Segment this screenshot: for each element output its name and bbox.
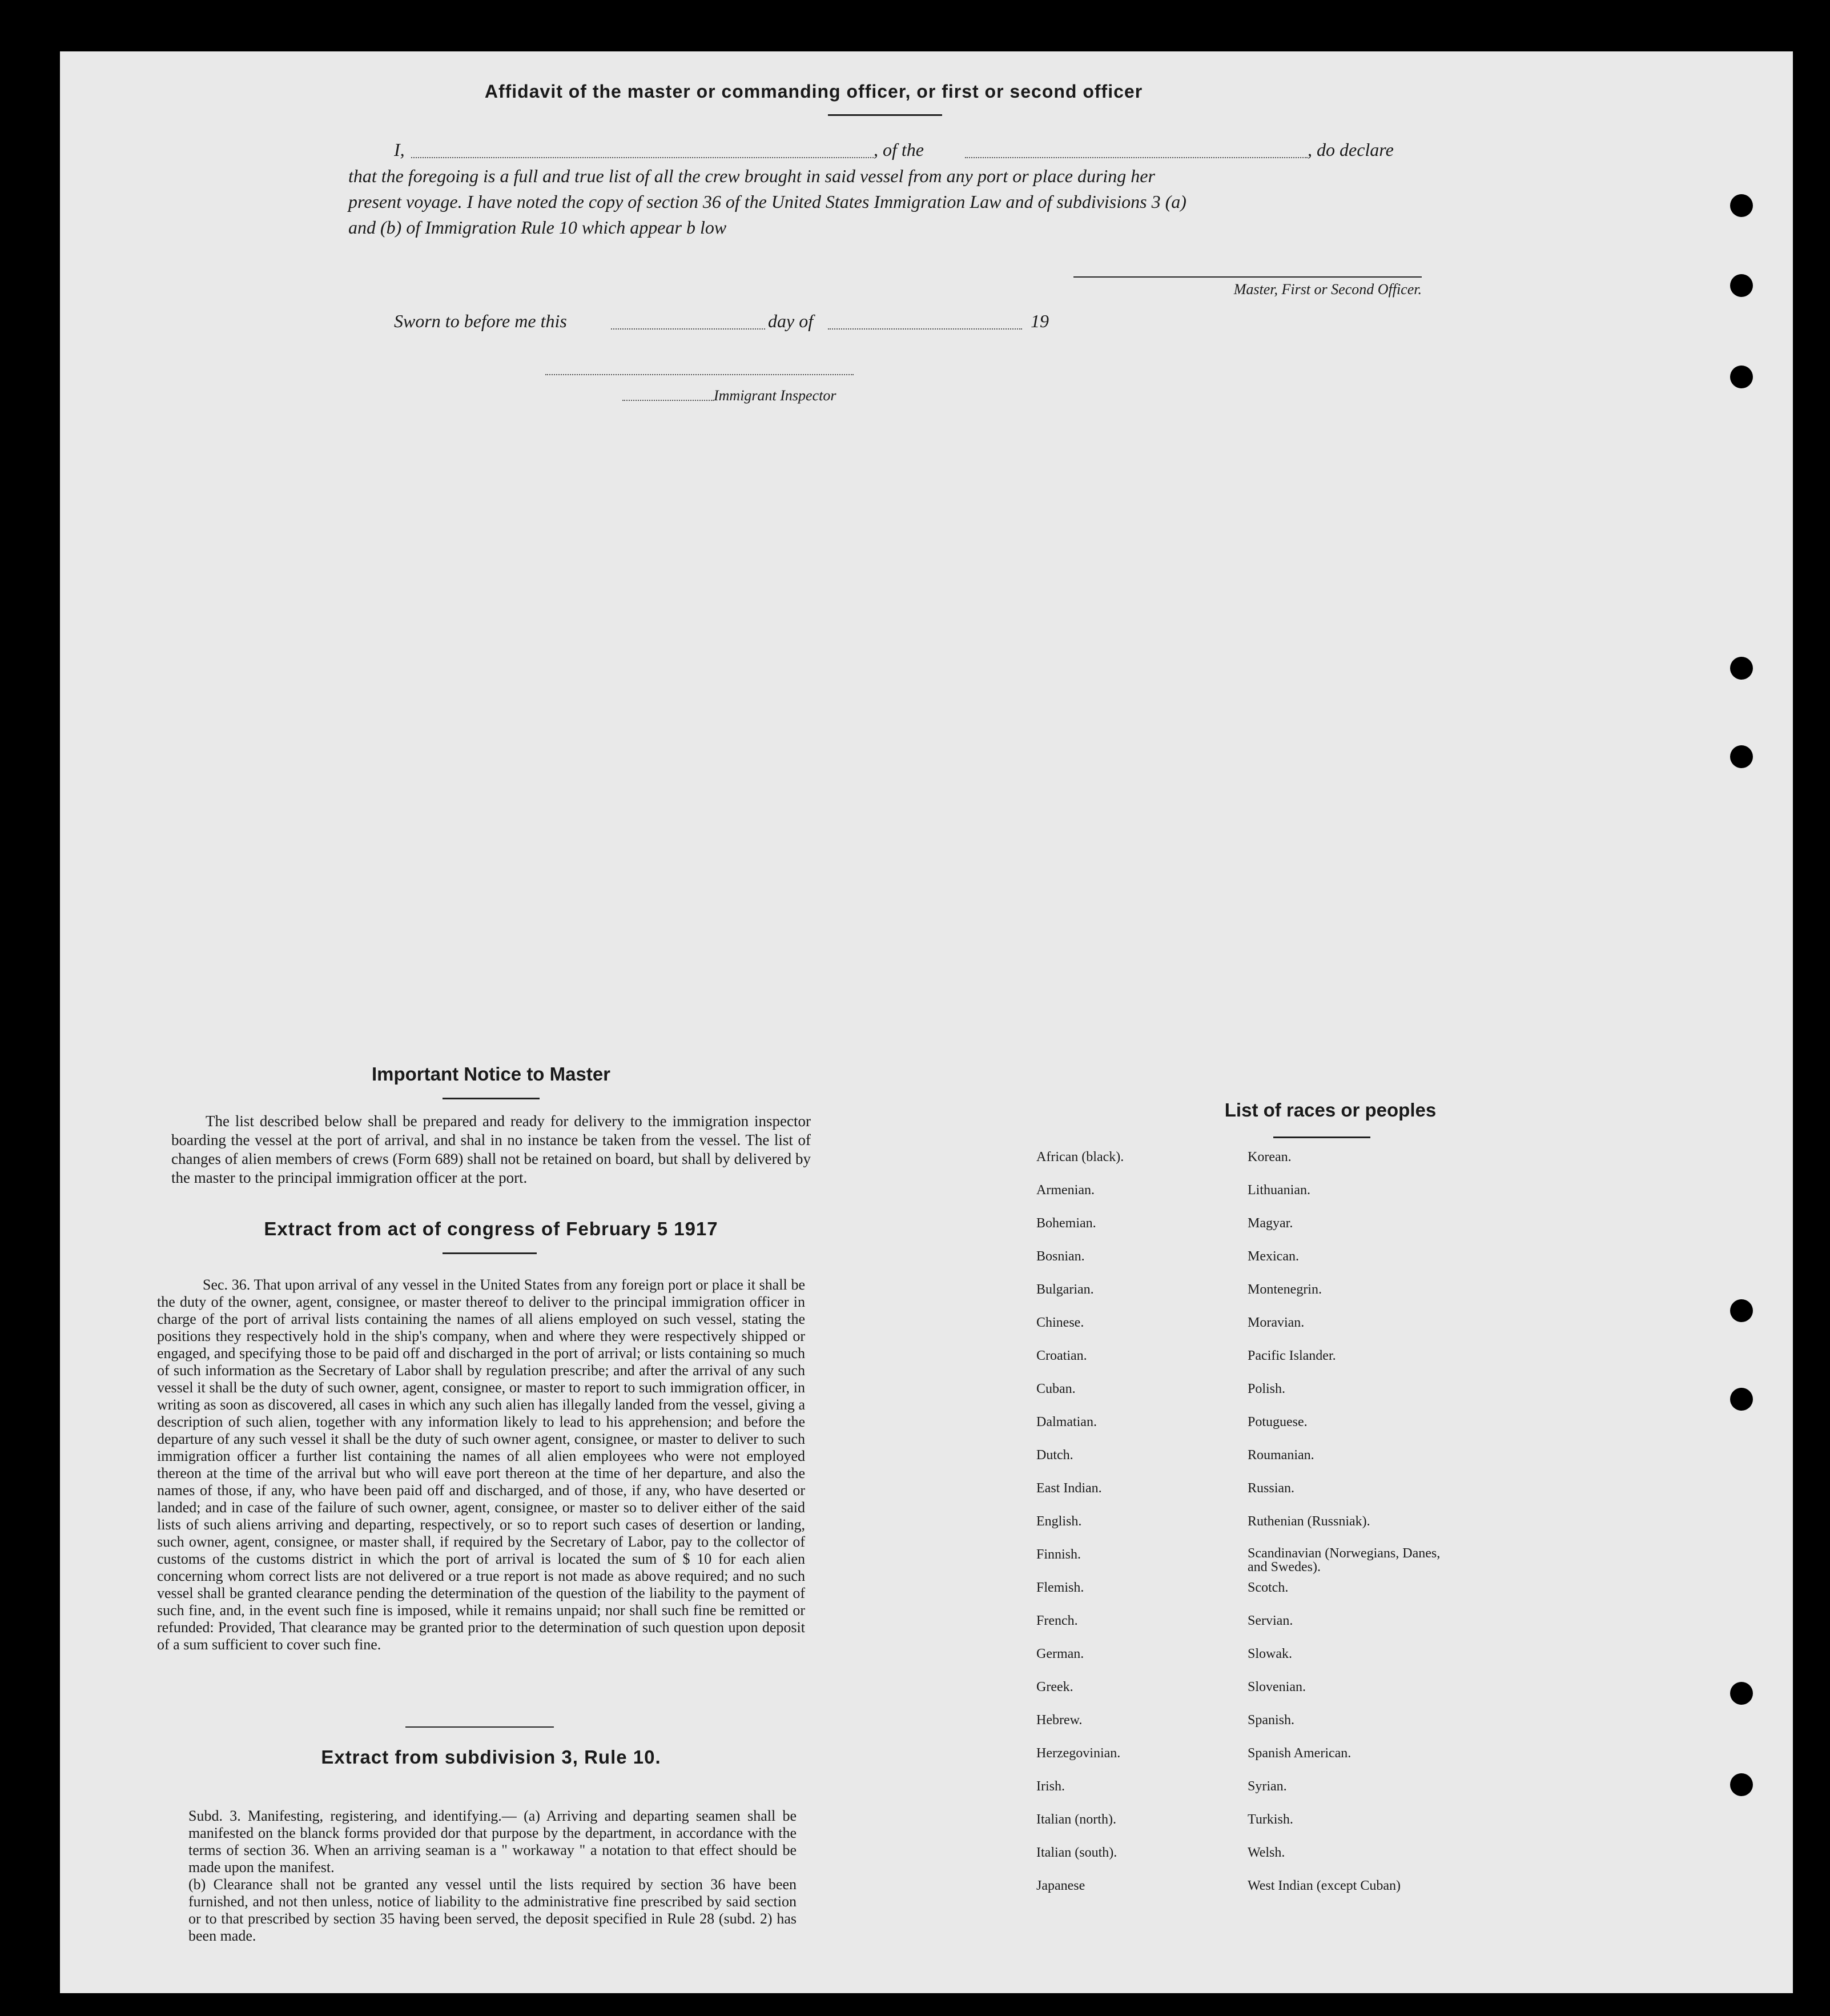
master-signature-label: Master, First or Second Officer.: [1233, 281, 1422, 298]
race-item-left: Japanese: [1036, 1878, 1085, 1893]
title-underline: [828, 114, 942, 116]
race-item-right: Moravian.: [1248, 1315, 1305, 1330]
race-item-right: Syrian.: [1248, 1779, 1287, 1794]
races-title-underline: [1273, 1136, 1370, 1138]
race-item-right: Slowak.: [1248, 1646, 1292, 1661]
race-item-right: Lithuanian.: [1248, 1183, 1310, 1198]
act-extract-title: Extract from act of congress of February 5 1917: [264, 1218, 718, 1239]
sworn-day-blank: [611, 328, 765, 330]
binder-hole: [1730, 1682, 1753, 1705]
affidavit-line-4: and (b) of Immigration Rule 10 which appear b low: [348, 217, 727, 238]
of-the-label: , of the: [874, 139, 924, 160]
notice-title-underline: [443, 1098, 540, 1099]
affidavit-title: Affidavit of the master or commanding officer, or first or second officer: [484, 81, 1143, 102]
binder-hole: [1730, 366, 1753, 388]
race-item-right: Welsh.: [1248, 1845, 1285, 1860]
affidavit-line-3: present voyage. I have noted the copy of section 36 of the United States Immigration Law and of subdivisions 3 (a): [348, 191, 1187, 212]
race-item-right: Potuguese.: [1248, 1415, 1308, 1429]
race-item-right: Korean.: [1248, 1150, 1292, 1164]
race-item-right: Magyar.: [1248, 1216, 1293, 1231]
notice-title: Important Notice to Master: [371, 1063, 611, 1085]
race-item-right: Scotch.: [1248, 1580, 1289, 1595]
race-item-left: Bulgarian.: [1036, 1282, 1094, 1297]
race-item-right: Pacific Islander.: [1248, 1348, 1336, 1363]
race-item-left: East Indian.: [1036, 1481, 1102, 1496]
race-item-left: Irish.: [1036, 1779, 1065, 1794]
affidavit-line-2: that the foregoing is a full and true list of all the crew brought in said vessel from any port or place during her: [348, 166, 1155, 186]
race-item-left: Herzegovinian.: [1036, 1746, 1121, 1761]
section-divider: [405, 1726, 554, 1728]
race-item-left: Finnish.: [1036, 1547, 1081, 1562]
binder-hole: [1730, 274, 1753, 297]
race-item-right: Mexican.: [1248, 1249, 1299, 1264]
race-item-right: Scandinavian (Norwegians, Danes, and Swedes).: [1248, 1546, 1441, 1575]
binder-hole: [1730, 1388, 1753, 1411]
subd-3b-text: (b) Clearance shall not be granted any vessel until the lists required by section 36 have been furnished, and not then unless, notice of liability to the administrative fine prescribed by said section or to that prescribed by section 35 having been served, the deposit specified in Rule 28 (subd. 2) has been made.: [188, 1876, 797, 1944]
master-signature-line: [1073, 276, 1422, 278]
binder-hole: [1730, 745, 1753, 768]
document-page: [60, 51, 1793, 1993]
race-item-left: Bosnian.: [1036, 1249, 1085, 1264]
race-item-right: Servian.: [1248, 1613, 1293, 1628]
name-blank: [411, 157, 874, 158]
race-item-right: Spanish American.: [1248, 1746, 1352, 1761]
race-item-left: Armenian.: [1036, 1183, 1095, 1198]
do-declare-label: , do declare: [1308, 139, 1394, 160]
race-item-right: West Indian (except Cuban): [1248, 1878, 1401, 1893]
race-item-right: Montenegrin.: [1248, 1282, 1322, 1297]
race-item-right: Slovenian.: [1248, 1680, 1306, 1694]
race-item-right: Turkish.: [1248, 1812, 1293, 1827]
sworn-prefix: Sworn to before me this: [394, 311, 567, 331]
race-item-left: French.: [1036, 1613, 1078, 1628]
inspector-signature-line: [545, 374, 854, 375]
sworn-day-label: day of: [768, 311, 814, 331]
sworn-line: [394, 308, 567, 334]
rule-extract-title: Extract from subdivision 3, Rule 10.: [321, 1746, 661, 1768]
race-item-left: German.: [1036, 1646, 1084, 1661]
race-item-left: Italian (south).: [1036, 1845, 1117, 1860]
sworn-month-blank: [828, 328, 1022, 330]
race-item-right: Russian.: [1248, 1481, 1295, 1496]
race-item-right: Polish.: [1248, 1382, 1286, 1396]
race-item-left: Dalmatian.: [1036, 1415, 1097, 1429]
race-item-left: English.: [1036, 1514, 1082, 1529]
race-item-right: Roumanian.: [1248, 1448, 1314, 1463]
binder-hole: [1730, 1773, 1753, 1796]
notice-body: The list described below shall be prepared and ready for delivery to the immigration inspector boarding the vessel at the port of arrival, and shal in no instance be taken from the vessel. The list of changes of alien members of crews (Form 689) shall not be retained on board, but shall by delivered by the master to the principal immigration officer at the port.: [171, 1113, 811, 1186]
race-item-left: Greek.: [1036, 1680, 1073, 1694]
vessel-blank: [965, 157, 1308, 158]
act-title-underline: [443, 1252, 537, 1254]
binder-hole: [1730, 657, 1753, 680]
race-item-right: Ruthenian (Russniak).: [1248, 1514, 1370, 1529]
inspector-label: Immigrant Inspector: [714, 387, 836, 404]
binder-hole: [1730, 1299, 1753, 1322]
race-item-left: Cuban.: [1036, 1382, 1076, 1396]
affidavit-i: I,: [394, 139, 405, 160]
race-item-right: Spanish.: [1248, 1713, 1295, 1728]
race-item-left: Chinese.: [1036, 1315, 1084, 1330]
race-item-left: Italian (north).: [1036, 1812, 1116, 1827]
race-item-left: Flemish.: [1036, 1580, 1084, 1595]
race-item-left: Dutch.: [1036, 1448, 1073, 1463]
race-item-left: Croatian.: [1036, 1348, 1087, 1363]
races-title: List of races or peoples: [1224, 1099, 1437, 1121]
race-item-left: Bohemian.: [1036, 1216, 1096, 1231]
inspector-signature-line-2: [622, 400, 714, 401]
subd-3a-text: Subd. 3. Manifesting, registering, and identifying.— (a) Arriving and departing seamen shall be manifested on the blanck forms provided dor that purpose by the department, in accordance with the terms of section 36. When an arriving seaman is a " workaway " a notation to that effect should be made upon the manifest.: [188, 1808, 797, 1876]
races-list: [1036, 1149, 1493, 1911]
section-36-text: Sec. 36. That upon arrival of any vessel in the United States from any foreign port or place it shall be the duty of the owner, agent, consignee, or master thereof to deliver to the principal immigration officer in charge of the port of arrival lists containing the names of all aliens employed on such vessel, stating the positions they respectively hold in the ship's company, when and where they were respectively shipped or engaged, and specifying those to be paid off and discharged in the port of arrival; or lists containing so much of such information as the Secretary of Labor shall by regulation prescribe; and after the arrival of any such vessel it shall be the duty of such owner, agent, consignee, or master to report to such immigration officer, in writing as soon as discovered, all cases in which any such alien has illegally landed from the vessel, giving a description of such alien, together with any information likely to lead to his apprehension; and before the departure of any such vessel it shall be the duty of such owner agent, consignee, or master to deliver to such immigration officer a further list containing the names of all alien employees who were not employed thereon at the time of the arrival but who will eave port thereon at the time of her departure, and also the names of those, if any, who have been paid off and discharged, and of those, if any, who have deserted or landed; and in case of the failure of such owner, agent, consignee, or master so to deliver either of the said lists of such aliens arriving and departing, respectively, or so to report such cases of desertion or landing, such owner, agent, consignee, or master shall, if required by the Secretary of Labor, pay to the collector of customs of the customs district in which the port of arrival is located the sum of $ 10 for each alien concerning whom correct lists are not delivered or a true report is not made as above required; and no such vessel shall be granted clearance pending the determination of the question of the liability to the payment of such fine, and, in the event such fine is imposed, while it remains unpaid; nor shall such fine be remitted or refunded: Provided, That clearance may be granted prior to the determination of such question upon deposit of a sum sufficient to cover such fine.: [157, 1276, 805, 1653]
sworn-year-label: 19: [1031, 311, 1049, 331]
binder-hole: [1730, 194, 1753, 217]
race-item-left: Hebrew.: [1036, 1713, 1083, 1728]
race-item-left: African (black).: [1036, 1150, 1124, 1164]
